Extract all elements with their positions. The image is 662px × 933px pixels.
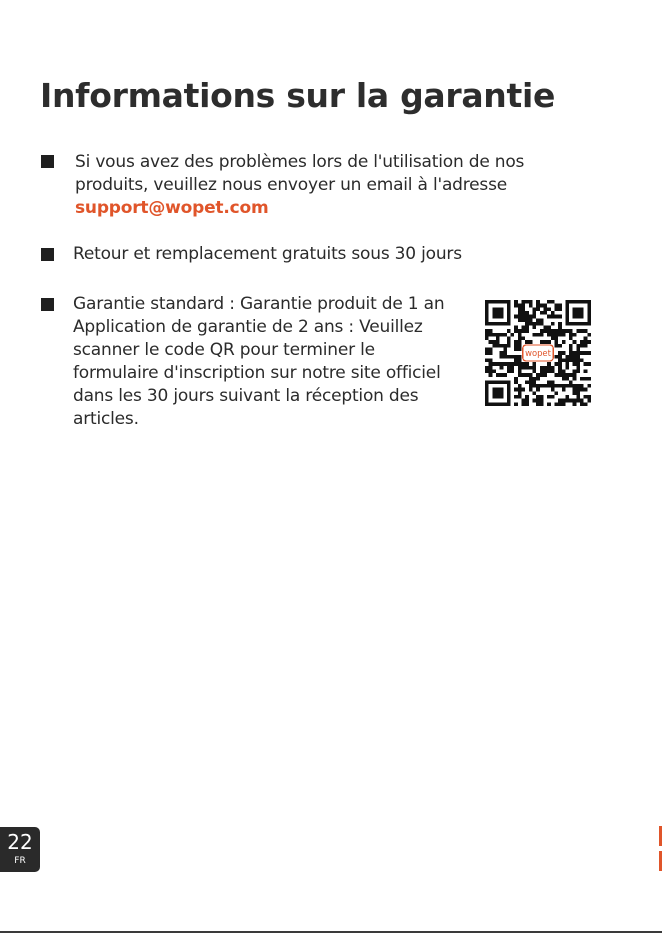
page-number-badge xyxy=(0,827,40,872)
text-line: scanner le code QR pour terminer le xyxy=(73,340,375,360)
warranty-item-return xyxy=(73,243,462,266)
bullet-square xyxy=(41,298,54,311)
text-line: Application de garantie de 2 ans : Veuillez xyxy=(73,317,423,337)
warranty-item-support xyxy=(75,151,524,220)
bullet-square xyxy=(41,248,54,261)
text-line: articles. xyxy=(73,409,139,429)
bullet-square xyxy=(41,155,54,168)
warranty-item-standard xyxy=(73,293,444,431)
page-number: 22 xyxy=(7,830,33,854)
qr-logo-text: wopet xyxy=(525,347,551,358)
page-title: Informations sur la garantie xyxy=(40,76,556,115)
text-line: produits, veuillez nous envoyer un email à l'adresse xyxy=(75,175,508,195)
support-email-link[interactable]: support@wopet.com xyxy=(75,198,269,218)
text-line: Retour et remplacement gratuits sous 30 jours xyxy=(73,244,462,264)
qr-code[interactable] xyxy=(485,300,591,406)
language-code: FR xyxy=(14,856,26,866)
text-line: formulaire d'inscription sur notre site officiel xyxy=(73,363,441,383)
text-line: Si vous avez des problèmes lors de l'utilisation de nos xyxy=(75,152,525,172)
text-line: dans les 30 jours suivant la réception des xyxy=(73,386,419,406)
text-line: Garantie standard : Garantie produit de 1 an xyxy=(73,294,445,314)
